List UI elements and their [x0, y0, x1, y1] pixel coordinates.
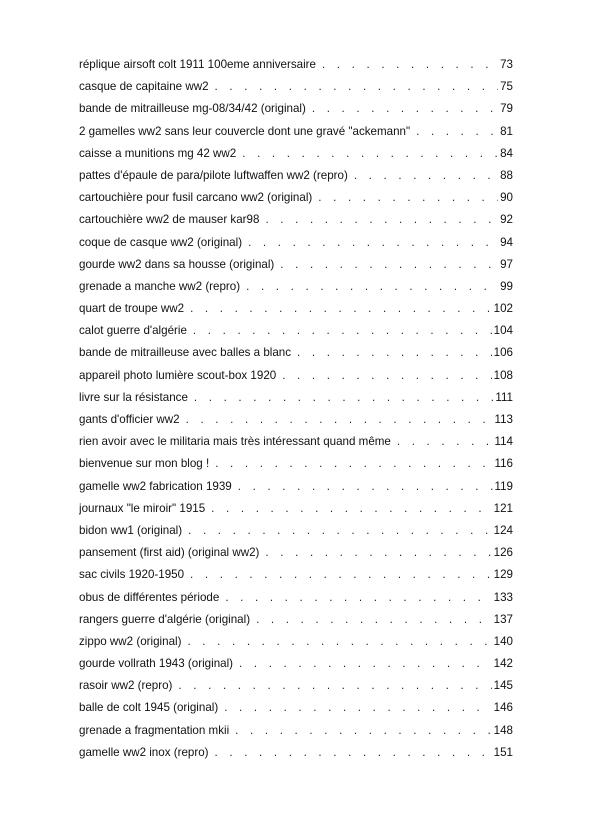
toc-dot-leader	[190, 298, 492, 320]
toc-entry-page-number: 99	[500, 279, 513, 293]
toc-dot-leader	[215, 742, 492, 764]
toc-dot-leader	[235, 720, 491, 742]
toc-dot-leader	[211, 498, 491, 520]
toc-entry-title: pansement (first aid) (original ww2)	[79, 546, 260, 560]
toc-entry-page-number: 114	[494, 435, 513, 449]
toc-dot-leader	[194, 387, 493, 409]
toc-entry[interactable]	[79, 409, 513, 431]
toc-dot-leader	[312, 98, 498, 120]
toc-entry-page-number: 90	[500, 191, 513, 205]
toc-entry[interactable]	[79, 653, 513, 675]
toc-entry-title: calot guerre d'algérie	[79, 324, 187, 338]
toc-entry[interactable]	[79, 298, 513, 320]
toc-entry-title: sac civils 1920-1950	[79, 568, 185, 582]
toc-dot-leader	[397, 431, 493, 453]
toc-entry[interactable]	[79, 342, 513, 364]
toc-entry[interactable]	[79, 165, 513, 187]
toc-entry-title: grenade a fragmentation mkii	[79, 723, 230, 737]
toc-entry-page-number: 133	[493, 590, 513, 604]
toc-entry-page-number: 104	[493, 324, 513, 338]
toc-entry[interactable]	[79, 631, 513, 653]
toc-dot-leader	[354, 165, 498, 187]
toc-entry-title: bienvenue sur mon blog !	[79, 457, 210, 471]
toc-entry[interactable]	[79, 697, 513, 719]
toc-entry[interactable]	[79, 498, 513, 520]
toc-entry[interactable]	[79, 587, 513, 609]
toc-dot-leader	[178, 675, 491, 697]
toc-entry-page-number: 92	[500, 213, 513, 227]
toc-entry-page-number: 84	[500, 146, 513, 160]
toc-entry-title: rangers guerre d'algérie (original)	[79, 612, 251, 626]
toc-entry[interactable]	[79, 254, 513, 276]
toc-entry-title: gamelle ww2 inox (repro)	[79, 745, 209, 759]
toc-entry-title: grenade a manche ww2 (repro)	[79, 279, 241, 293]
toc-entry-title: coque de casque ww2 (original)	[79, 235, 243, 249]
toc-entry-page-number: 145	[493, 679, 513, 693]
toc-entry-page-number: 75	[500, 80, 513, 94]
toc-entry[interactable]	[79, 232, 513, 254]
toc-entry[interactable]	[79, 320, 513, 342]
toc-dot-leader	[322, 54, 498, 76]
toc-entry-page-number: 140	[493, 634, 513, 648]
toc-dot-leader	[282, 365, 491, 387]
toc-entry[interactable]	[79, 54, 513, 76]
toc-dot-leader	[246, 276, 498, 298]
toc-entry[interactable]	[79, 209, 513, 231]
toc-entry-title: bande de mitrailleuse mg-08/34/42 (original)	[79, 102, 306, 116]
toc-dot-leader	[186, 409, 493, 431]
toc-entry-page-number: 97	[500, 257, 513, 271]
toc-dot-leader	[188, 520, 492, 542]
toc-dot-leader	[224, 697, 491, 719]
toc-entry-title: gamelle ww2 fabrication 1939	[79, 479, 232, 493]
toc-entry-title: quart de troupe ww2	[79, 302, 185, 316]
toc-entry[interactable]	[79, 187, 513, 209]
toc-entry-title: rien avoir avec le militaria mais très intéressant quand même	[79, 435, 391, 449]
toc-dot-leader	[256, 609, 492, 631]
toc-entry[interactable]	[79, 675, 513, 697]
toc-entry-title: livre sur la résistance	[79, 390, 188, 404]
toc-entry[interactable]	[79, 453, 513, 475]
toc-entry[interactable]	[79, 742, 513, 764]
toc-entry-page-number: 121	[493, 501, 513, 515]
toc-entry-title: gourde vollrath 1943 (original)	[79, 657, 234, 671]
toc-entry-page-number: 88	[500, 168, 513, 182]
toc-entry-title: bidon ww1 (original)	[79, 523, 183, 537]
toc-entry-page-number: 148	[493, 723, 513, 737]
toc-entry-page-number: 108	[493, 368, 513, 382]
toc-dot-leader	[187, 631, 491, 653]
toc-entry-page-number: 106	[493, 346, 513, 360]
toc-dot-leader	[416, 121, 498, 143]
toc-entry[interactable]	[79, 564, 513, 586]
toc-entry[interactable]	[79, 76, 513, 98]
toc-entry[interactable]	[79, 720, 513, 742]
toc-dot-leader	[265, 542, 491, 564]
toc-dot-leader	[215, 76, 499, 98]
toc-entry-title: réplique airsoft colt 1911 100eme anniversaire	[79, 58, 316, 71]
toc-entry-title: casque de capitaine ww2	[79, 80, 209, 94]
toc-entry-page-number: 124	[493, 523, 513, 537]
toc-entry-page-number: 142	[493, 657, 513, 671]
toc-entry-page-number: 102	[493, 302, 513, 316]
toc-dot-leader	[225, 587, 491, 609]
toc-entry-title: gourde ww2 dans sa housse (original)	[79, 257, 275, 271]
toc-dot-leader	[265, 209, 498, 231]
toc-entry-page-number: 151	[493, 745, 513, 759]
toc-entry-page-number: 81	[500, 124, 513, 138]
toc-entry-title: appareil photo lumière scout-box 1920	[79, 368, 277, 382]
toc-dot-leader	[238, 476, 493, 498]
toc-entry[interactable]	[79, 276, 513, 298]
toc-dot-leader	[248, 232, 498, 254]
toc-entry-page-number: 119	[494, 479, 513, 493]
toc-entry-page-number: 126	[493, 546, 513, 560]
toc-dot-leader	[193, 320, 492, 342]
toc-entry-title: pattes d'épaule de para/pilote luftwaffen ww2 (repro)	[79, 168, 348, 182]
table-of-contents	[79, 54, 513, 764]
toc-entry[interactable]	[79, 542, 513, 564]
toc-entry-page-number: 116	[494, 457, 513, 471]
toc-entry[interactable]	[79, 143, 513, 165]
toc-entry-title: obus de différentes période	[79, 590, 220, 604]
toc-entry-page-number: 111	[495, 390, 513, 404]
toc-entry[interactable]	[79, 476, 513, 498]
toc-entry[interactable]	[79, 431, 513, 453]
toc-entry-title: 2 gamelles ww2 sans leur couvercle dont une gravé "ackemann"	[79, 124, 411, 138]
toc-dot-leader	[280, 254, 498, 276]
toc-entry-title: caisse a munitions mg 42 ww2	[79, 146, 237, 160]
toc-entry[interactable]	[79, 365, 513, 387]
toc-dot-leader	[239, 653, 492, 675]
toc-entry-title: bande de mitrailleuse avec balles a blanc	[79, 346, 292, 360]
toc-entry-title: zippo ww2 (original)	[79, 634, 182, 648]
toc-entry-title: gants d'officier ww2	[79, 413, 180, 426]
toc-entry[interactable]	[79, 121, 513, 143]
toc-entry-title: cartouchière pour fusil carcano ww2 (original)	[79, 191, 313, 205]
toc-entry-page-number: 73	[500, 58, 513, 71]
toc-entry[interactable]	[79, 609, 513, 631]
toc-dot-leader	[242, 143, 498, 165]
toc-entry[interactable]	[79, 98, 513, 120]
toc-dot-leader	[215, 453, 492, 475]
toc-entry-title: journaux "le miroir" 1915	[79, 501, 206, 515]
toc-entry-page-number: 146	[493, 701, 513, 715]
toc-entry-page-number: 137	[493, 612, 513, 626]
toc-entry-title: cartouchière ww2 de mauser kar98	[79, 213, 260, 227]
toc-entry-page-number: 94	[500, 235, 513, 249]
toc-entry[interactable]	[79, 520, 513, 542]
toc-dot-leader	[190, 564, 492, 586]
toc-entry-page-number: 79	[500, 102, 513, 116]
toc-entry-title: rasoir ww2 (repro)	[79, 679, 173, 693]
toc-entry-title: balle de colt 1945 (original)	[79, 701, 219, 715]
toc-entry-page-number: 113	[494, 413, 513, 426]
toc-entry[interactable]	[79, 387, 513, 409]
toc-dot-leader	[318, 187, 498, 209]
toc-entry-page-number: 129	[493, 568, 513, 582]
toc-dot-leader	[297, 342, 492, 364]
